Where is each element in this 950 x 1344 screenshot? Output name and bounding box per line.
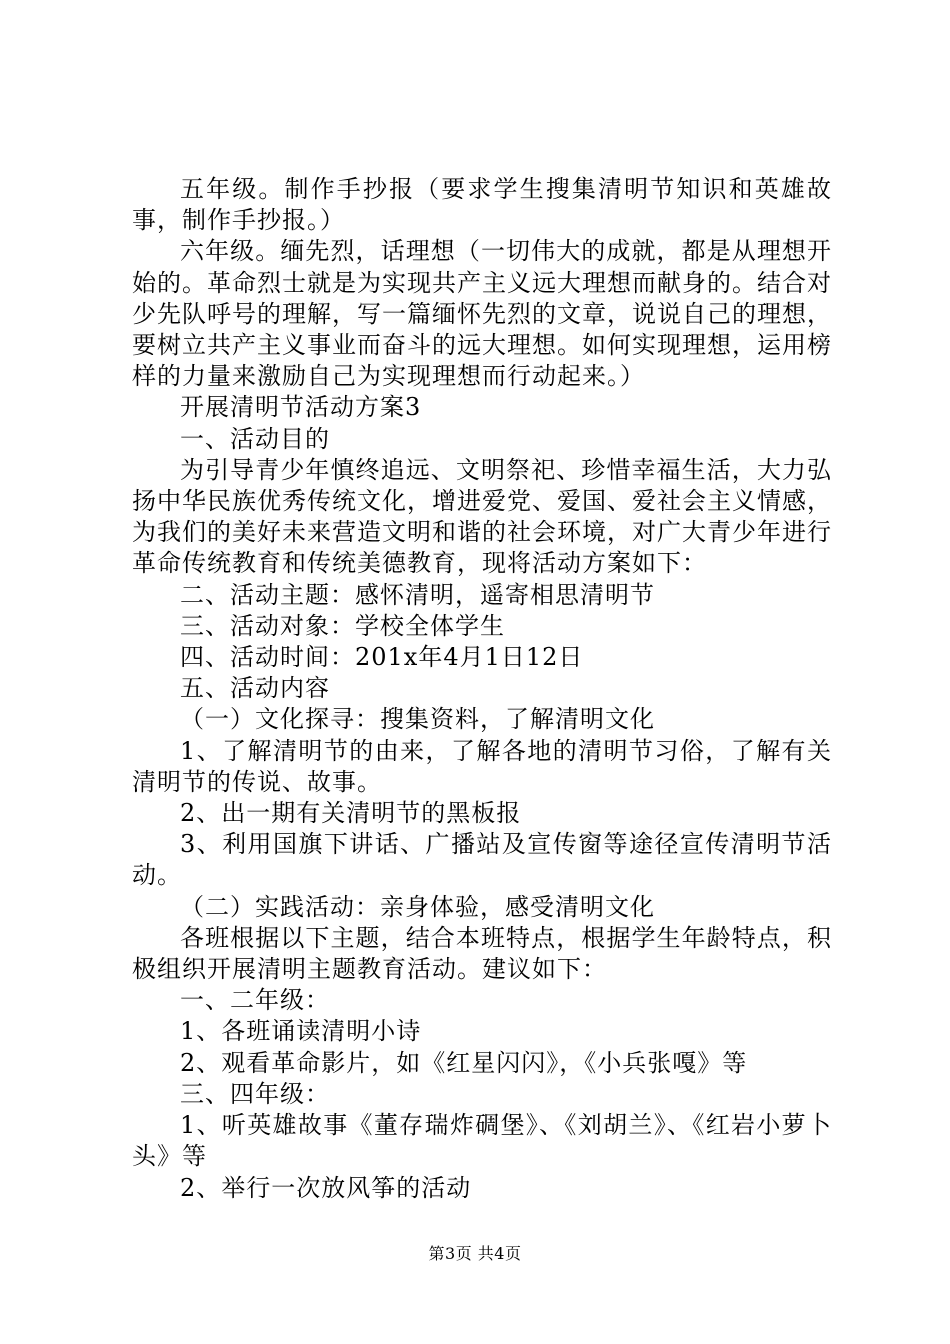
- subheading-practice: （二）实践活动：亲身体验，感受清明文化: [180, 892, 655, 921]
- list-item-grade1-2-2: 2、观看革命影片，如《红星闪闪》，《小兵张嘎》等: [180, 1048, 748, 1077]
- document-body: [132, 174, 832, 1204]
- list-item-grade3-4-1: 1、听英雄故事《董存瑞炸碉堡》、《刘胡兰》、《红岩小萝卜头》等: [132, 1111, 832, 1171]
- list-item-grade3-4-2: 2、举行一次放风筝的活动: [180, 1173, 472, 1202]
- heading-audience: 三、活动对象：学校全体学生: [180, 611, 505, 640]
- heading-purpose: 一、活动目的: [180, 424, 330, 453]
- subheading-culture: （一）文化探寻：搜集资料，了解清明文化: [180, 705, 655, 734]
- list-item-culture-2: 2、出一期有关清明节的黑板报: [180, 799, 522, 828]
- list-item-grade1-2-1: 1、各班诵读清明小诗: [180, 1017, 422, 1046]
- paragraph-grade6: 六年级。缅先烈，话理想（一切伟大的成就，都是从理想开始的。革命烈士就是为实现共产主义远大理想而献身的。结合对少先队呼号的理解，写一篇缅怀先烈的文章，说说自己的理想，要树立共产主义事业而奋斗的远大理想。如何实现理想，运用榜样的力量来激励自己为实现理想而行动起来。）: [132, 237, 832, 391]
- heading-time: 四、活动时间：201x年4月1日12日: [180, 643, 584, 672]
- list-item-culture-3: 3、利用国旗下讲话、广播站及宣传窗等途径宣传清明节活动。: [132, 830, 832, 890]
- page-footer: 第3页 共4页: [428, 1244, 522, 1263]
- paragraph-purpose: 为引导青少年慎终追远、文明祭祀、珍惜幸福生活，大力弘扬中华民族优秀传统文化，增进爱党、爱国、爱社会主义情感，为我们的美好未来营造文明和谐的社会环境，对广大青少年进行革命传统教育和传统美德教育，现将活动方案如下：: [132, 455, 832, 578]
- paragraph-practice: 各班根据以下主题，结合本班特点，根据学生年龄特点，积极组织开展清明主题教育活动。建议如下：: [132, 923, 832, 984]
- section-title-plan3: 开展清明节活动方案3: [180, 393, 422, 422]
- paragraph-grade5: 五年级。制作手抄报（要求学生搜集清明节知识和英雄故事，制作手抄报。）: [132, 175, 832, 235]
- heading-grade1-2: 一、二年级：: [180, 986, 330, 1015]
- heading-grade3-4: 三、四年级：: [180, 1079, 330, 1108]
- heading-theme: 二、活动主题：感怀清明，遥寄相思清明节: [180, 580, 655, 609]
- list-item-culture-1: 1、了解清明节的由来，了解各地的清明节习俗，了解有关清明节的传说、故事。: [132, 736, 832, 796]
- heading-content: 五、活动内容: [180, 674, 330, 703]
